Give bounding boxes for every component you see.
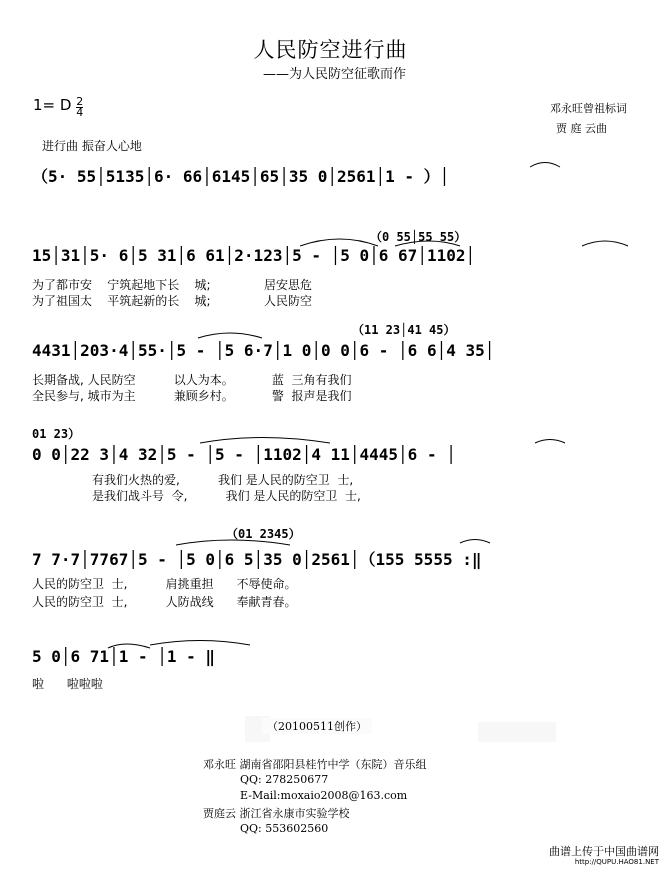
key-label: 1= D [33,96,72,114]
time-top: 2 [76,95,84,108]
lyric-verse-2: 人民的防空卫 士, 人防战线 奉献青春。 [32,595,297,609]
subtitle: ——为人民防空征歌而作 [263,67,407,82]
pickup-notation: （01 2345） [226,527,301,541]
composer-credit: 贾 庭 云曲 [556,122,607,135]
image-artifact [478,722,556,742]
notation-line: 5 0│6 71│1 - │1 - ‖ [32,647,216,666]
pickup-notation: （0 55│55 55） [370,230,467,244]
slur [200,438,330,444]
lyricist-credit: 邓永旺曾祖标词 [550,102,627,115]
time-bottom: 4 [76,106,84,119]
notation-line: （5· 55│5135│6· 66│6145│65│35 0│2561│1 - ）│ [32,167,450,186]
slur [530,163,560,168]
contact-line-1: 邓永旺 湖南省邵阳县桂竹中学（东院）音乐组 [203,758,427,771]
lyric-verse-1: 长期备战, 人民防空 以人为本。 蓝 三角有我们 [32,373,352,387]
lyric-verse-1: 有我们火热的爱, 我们 是人民的防空卫 士, [92,473,354,487]
pickup-notation: 01 23） [32,427,81,441]
watermark-url: http://QUPU.HAO81.NET [574,858,659,866]
date-stamp: （20100511创作） [262,718,372,734]
slur [150,641,250,646]
notation-line: 15│31│5· 6│5 31│6 61│2·123│5 - │5 0│6 67│1102│ [32,246,476,265]
contact-line-4: 贾庭云 浙江省永康市实验学校 [203,807,350,820]
slur [582,241,628,246]
notation-line: 7 7·7│7767│5 - │5 0│6 5│35 0│2561│（155 5555 :‖ [32,550,482,569]
lyric-verse-1: 人民的防空卫 士, 肩挑重担 不辱使命。 [32,577,297,591]
slur [198,333,262,338]
slur [108,644,150,648]
notation-line: 0 0│22 3│4 32│5 - │5 - │1102│4 11│4445│6 - │ [32,445,456,464]
lyric-verse-2: 全民参与, 城市为主 兼顾乡村。 警 报声是我们 [32,389,352,403]
contact-line-3: E-Mail:moxaio2008@163.com [240,789,408,802]
page-title: 人民防空进行曲 [253,38,408,62]
contact-line-5: QQ: 553602560 [240,822,329,835]
lyric-verse-1: 啦 啦啦啦 [32,677,103,691]
watermark-text: 曲谱上传于中国曲谱网 [549,845,659,858]
notation-line: 4431│203·4│55·│5 - │5 6·7│1 0│0 0│6 - │6 6│4 35│ [32,341,495,360]
slur [395,241,460,246]
lyric-verse-2: 为了祖国太 平筑起新的长 城; 人民防空 [32,294,312,308]
slur [176,540,290,545]
lyric-verse-2: 是我们战斗号 令, 我们 是人民的防空卫 士, [92,489,361,503]
slur [535,440,565,444]
slur [460,540,490,544]
lyric-verse-1: 为了都市安 宁筑起地下长 城; 居安思危 [32,278,312,292]
contact-line-2: QQ: 278250677 [240,773,329,786]
slur [300,239,378,246]
pickup-notation: （11 23│41 45） [352,323,456,337]
tempo-marking: 进行曲 振奋人心地 [42,139,142,153]
